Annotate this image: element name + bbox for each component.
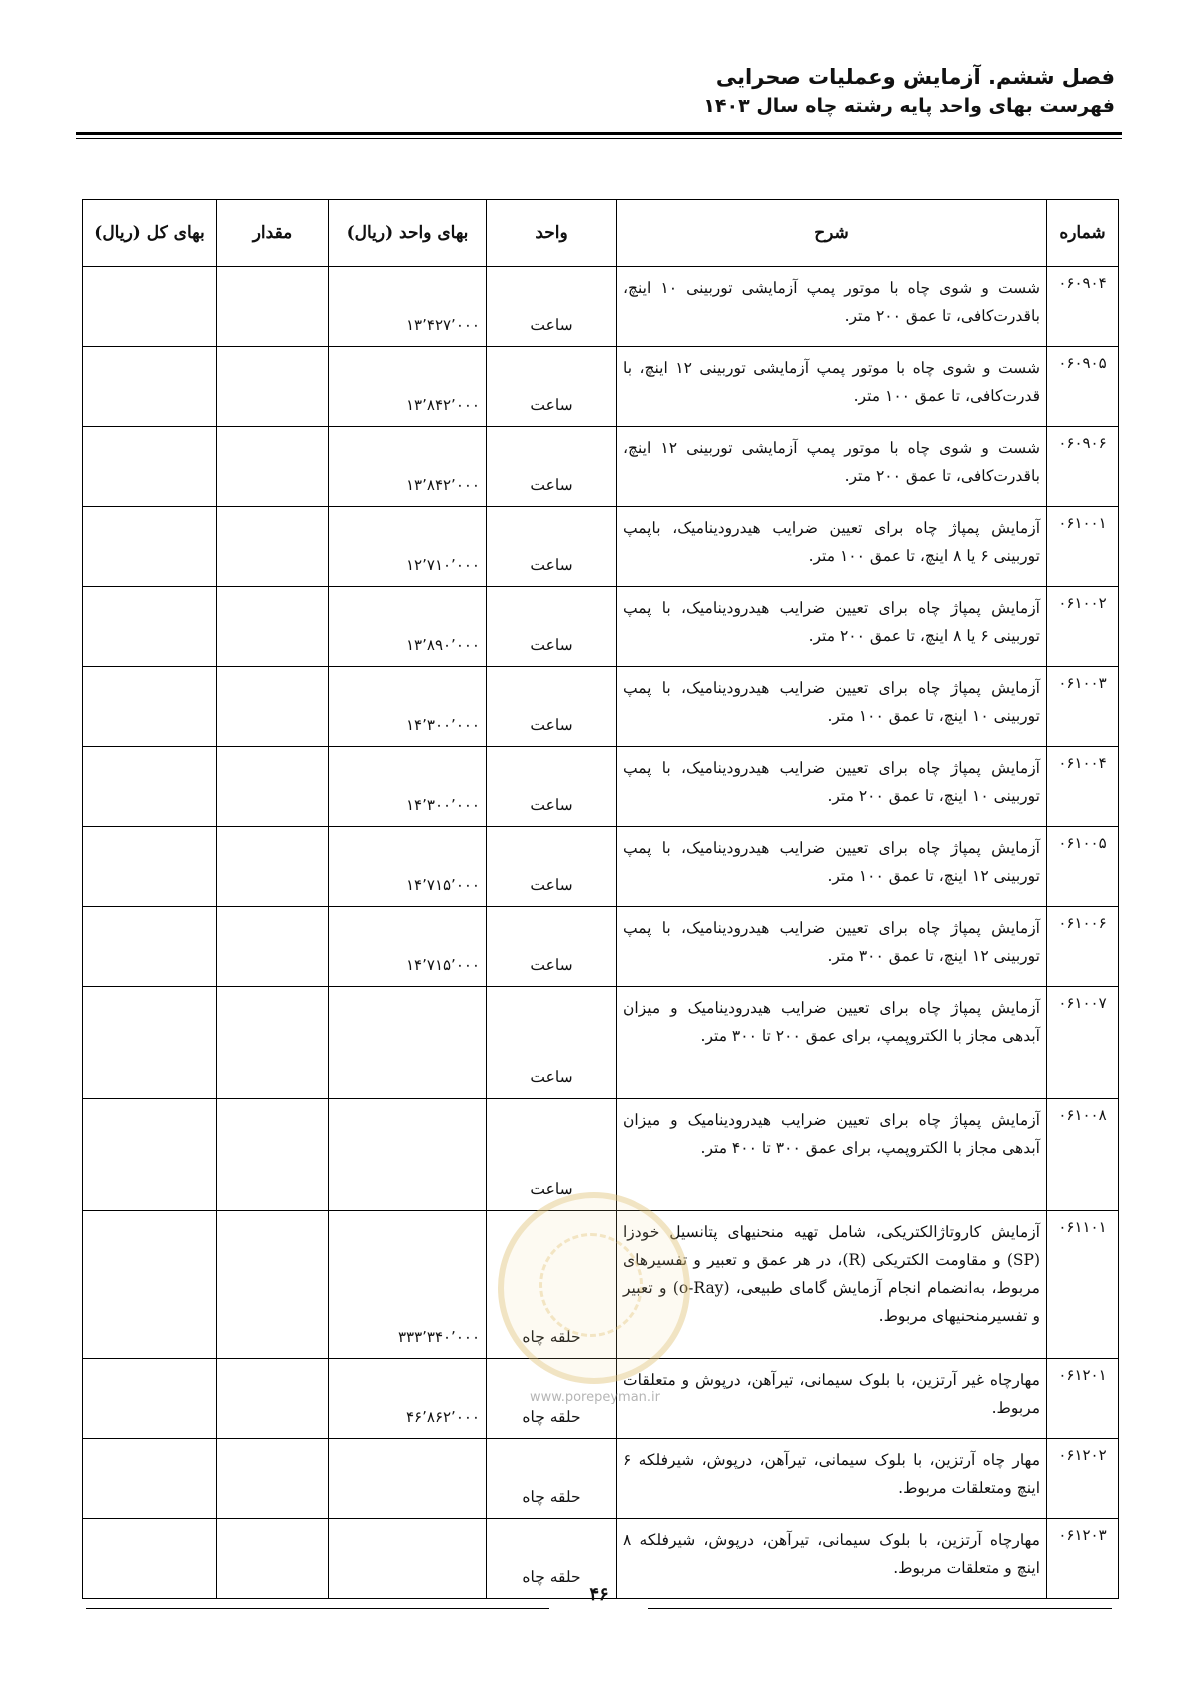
item-quantity — [217, 267, 329, 347]
item-unit-price: ۱۴٬۷۱۵٬۰۰۰ — [329, 827, 487, 907]
item-description: آزمایش پمپاژ چاه برای تعیین ضرایب هیدرودینامیک و میزان آبدهی مجاز با الکتروپمپ، برای عمق ۲۰۰ تا ۳۰۰ متر. — [617, 987, 1047, 1099]
item-code: ۰۶۱۰۰۲ — [1047, 587, 1119, 667]
item-description: آزمایش پمپاژ چاه برای تعیین ضرایب هیدرودینامیک، با پمپ توربینی ۱۲ اینچ، تا عمق ۳۰۰ متر. — [617, 907, 1047, 987]
item-total-price — [83, 747, 217, 827]
item-description: مهارچاه غیر آرتزین، با بلوک سیمانی، تیرآهن، درپوش و متعلقات مربوط. — [617, 1359, 1047, 1439]
item-unit-price: ۱۴٬۷۱۵٬۰۰۰ — [329, 907, 487, 987]
item-unit: حلقه چاه — [487, 1359, 617, 1439]
item-unit: ساعت — [487, 747, 617, 827]
item-quantity — [217, 747, 329, 827]
item-description: آزمایش پمپاژ چاه برای تعیین ضرایب هیدرودینامیک، با پمپ توربینی ۱۰ اینچ، تا عمق ۲۰۰ متر. — [617, 747, 1047, 827]
item-unit: ساعت — [487, 507, 617, 587]
item-quantity — [217, 827, 329, 907]
watermark-seal — [498, 1192, 690, 1384]
column-header-unit: واحد — [487, 200, 617, 267]
item-code: ۰۶۱۰۰۱ — [1047, 507, 1119, 587]
item-total-price — [83, 267, 217, 347]
table-row — [83, 747, 1119, 827]
item-total-price — [83, 1439, 217, 1519]
page-number: ۴۶ — [589, 1584, 609, 1605]
item-unit-price: ۱۳٬۸۹۰٬۰۰۰ — [329, 587, 487, 667]
item-unit-price: ۱۴٬۳۰۰٬۰۰۰ — [329, 667, 487, 747]
item-unit: ساعت — [487, 427, 617, 507]
item-unit: ساعت — [487, 1099, 617, 1211]
item-unit-price — [329, 987, 487, 1099]
item-total-price — [83, 987, 217, 1099]
item-code: ۰۶۱۲۰۳ — [1047, 1519, 1119, 1599]
item-total-price — [83, 507, 217, 587]
item-description: مهار چاه آرتزین، با بلوک سیمانی، تیرآهن، درپوش، شیرفلکه ۶ اینچ ومتعلقات مربوط. — [617, 1439, 1047, 1519]
item-unit-price: ۱۲٬۷۱۰٬۰۰۰ — [329, 507, 487, 587]
item-quantity — [217, 1519, 329, 1599]
item-total-price — [83, 667, 217, 747]
price-table — [82, 199, 1119, 1599]
chapter-title: فصل ششم. آزمایش وعملیات صحرایی — [715, 65, 1115, 89]
item-quantity — [217, 1099, 329, 1211]
footer-rule-right — [648, 1608, 1112, 1609]
item-unit-price: ۴۶٬۸۶۲٬۰۰۰ — [329, 1359, 487, 1439]
item-unit: ساعت — [487, 667, 617, 747]
item-code: ۰۶۱۰۰۴ — [1047, 747, 1119, 827]
column-header-unit-price: بهای واحد (ریال) — [329, 200, 487, 267]
item-unit-price: ۱۳٬۸۴۲٬۰۰۰ — [329, 427, 487, 507]
column-header-quantity: مقدار — [217, 200, 329, 267]
item-code: ۰۶۱۰۰۷ — [1047, 987, 1119, 1099]
item-total-price — [83, 907, 217, 987]
table-row — [83, 1439, 1119, 1519]
item-quantity — [217, 587, 329, 667]
item-quantity — [217, 907, 329, 987]
item-description: آزمایش پمپاژ چاه برای تعیین ضرایب هیدرودینامیک و میزان آبدهی مجاز با الکتروپمپ، برای عمق ۳۰۰ تا ۴۰۰ متر. — [617, 1099, 1047, 1211]
column-header-code: شماره — [1047, 200, 1119, 267]
item-code: ۰۶۰۹۰۴ — [1047, 267, 1119, 347]
item-unit-price: ۱۴٬۳۰۰٬۰۰۰ — [329, 747, 487, 827]
table-row — [83, 267, 1119, 347]
table-row — [83, 427, 1119, 507]
item-quantity — [217, 987, 329, 1099]
item-total-price — [83, 1211, 217, 1359]
footer-rule-left — [86, 1608, 549, 1609]
item-quantity — [217, 507, 329, 587]
item-total-price — [83, 427, 217, 507]
header-rule-thick — [76, 132, 1122, 135]
table-row — [83, 507, 1119, 587]
item-unit-price: ۱۳٬۴۲۷٬۰۰۰ — [329, 267, 487, 347]
item-total-price — [83, 1099, 217, 1211]
item-unit-price — [329, 1519, 487, 1599]
item-unit: ساعت — [487, 587, 617, 667]
table-row — [83, 587, 1119, 667]
item-description: مهارچاه آرتزین، با بلوک سیمانی، تیرآهن، درپوش، شیرفلکه ۸ اینچ و متعلقات مربوط. — [617, 1519, 1047, 1599]
table-header-row — [83, 200, 1119, 267]
item-description: آزمایش پمپاژ چاه برای تعیین ضرایب هیدرودینامیک، با پمپ توربینی ۱۰ اینچ، تا عمق ۱۰۰ متر. — [617, 667, 1047, 747]
item-code: ۰۶۰۹۰۵ — [1047, 347, 1119, 427]
item-quantity — [217, 1359, 329, 1439]
item-unit: حلقه چاه — [487, 1211, 617, 1359]
item-unit: ساعت — [487, 827, 617, 907]
item-unit-price: ۳۳۳٬۳۴۰٬۰۰۰ — [329, 1211, 487, 1359]
item-code: ۰۶۱۲۰۱ — [1047, 1359, 1119, 1439]
item-unit-price — [329, 1099, 487, 1211]
table-row — [83, 827, 1119, 907]
item-unit: حلقه چاه — [487, 1439, 617, 1519]
item-unit: ساعت — [487, 347, 617, 427]
item-unit: ساعت — [487, 907, 617, 987]
item-quantity — [217, 1439, 329, 1519]
item-total-price — [83, 347, 217, 427]
table-row — [83, 907, 1119, 987]
item-unit-price — [329, 1439, 487, 1519]
item-quantity — [217, 1211, 329, 1359]
column-header-total-price: بهای کل (ریال) — [83, 200, 217, 267]
item-code: ۰۶۱۰۰۸ — [1047, 1099, 1119, 1211]
item-quantity — [217, 347, 329, 427]
item-code: ۰۶۱۰۰۳ — [1047, 667, 1119, 747]
item-code: ۰۶۰۹۰۶ — [1047, 427, 1119, 507]
table-row — [83, 347, 1119, 427]
item-description: آزمایش کاروتاژالکتریکی، شامل تهیه منحنیهای پتانسیل خودزا (SP) و مقاومت الکتریکی (R)، در هر عمق و تعبیر و تفسیرهای مربوط، به‌انضمام انجام آزمایش گامای طبیعی، (o-Ray) و تعبیر و تفسیرمنحنیهای مربوط. — [617, 1211, 1047, 1359]
item-quantity — [217, 427, 329, 507]
item-description: آزمایش پمپاژ چاه برای تعیین ضرایب هیدرودینامیک، باپمپ توربینی ۶ یا ۸ اینچ، تا عمق ۱۰۰ متر. — [617, 507, 1047, 587]
table-row — [83, 987, 1119, 1099]
item-description: شست و شوی چاه با موتور پمپ آزمایشی توربینی ۱۲ اینچ، باقدرت‌کافی، تا عمق ۲۰۰ متر. — [617, 427, 1047, 507]
item-total-price — [83, 1519, 217, 1599]
item-unit: ساعت — [487, 987, 617, 1099]
item-total-price — [83, 1359, 217, 1439]
item-description: شست و شوی چاه با موتور پمپ آزمایشی توربینی ۱۲ اینچ، با قدرت‌کافی، تا عمق ۱۰۰ متر. — [617, 347, 1047, 427]
page-header — [65, 62, 1115, 120]
item-code: ۰۶۱۱۰۱ — [1047, 1211, 1119, 1359]
table-row — [83, 667, 1119, 747]
column-header-description: شرح — [617, 200, 1047, 267]
item-unit-price: ۱۳٬۸۴۲٬۰۰۰ — [329, 347, 487, 427]
item-unit: ساعت — [487, 267, 617, 347]
item-description: آزمایش پمپاژ چاه برای تعیین ضرایب هیدرودینامیک، با پمپ توربینی ۱۲ اینچ، تا عمق ۱۰۰ متر. — [617, 827, 1047, 907]
item-code: ۰۶۱۲۰۲ — [1047, 1439, 1119, 1519]
item-unit: حلقه چاه — [487, 1519, 617, 1599]
item-quantity — [217, 667, 329, 747]
header-rule-thin — [76, 138, 1122, 139]
item-code: ۰۶۱۰۰۵ — [1047, 827, 1119, 907]
item-code: ۰۶۱۰۰۶ — [1047, 907, 1119, 987]
item-description: آزمایش پمپاژ چاه برای تعیین ضرایب هیدرودینامیک، با پمپ توربینی ۶ یا ۸ اینچ، تا عمق ۲۰۰ متر. — [617, 587, 1047, 667]
watermark-url: www.porepeyman.ir — [530, 1390, 660, 1405]
item-total-price — [83, 827, 217, 907]
item-total-price — [83, 587, 217, 667]
item-description: شست و شوی چاه با موتور پمپ آزمایشی توربینی ۱۰ اینچ، باقدرت‌کافی، تا عمق ۲۰۰ متر. — [617, 267, 1047, 347]
list-title: فهرست بهای واحد پایه رشته چاه سال ۱۴۰۳ — [703, 95, 1115, 117]
